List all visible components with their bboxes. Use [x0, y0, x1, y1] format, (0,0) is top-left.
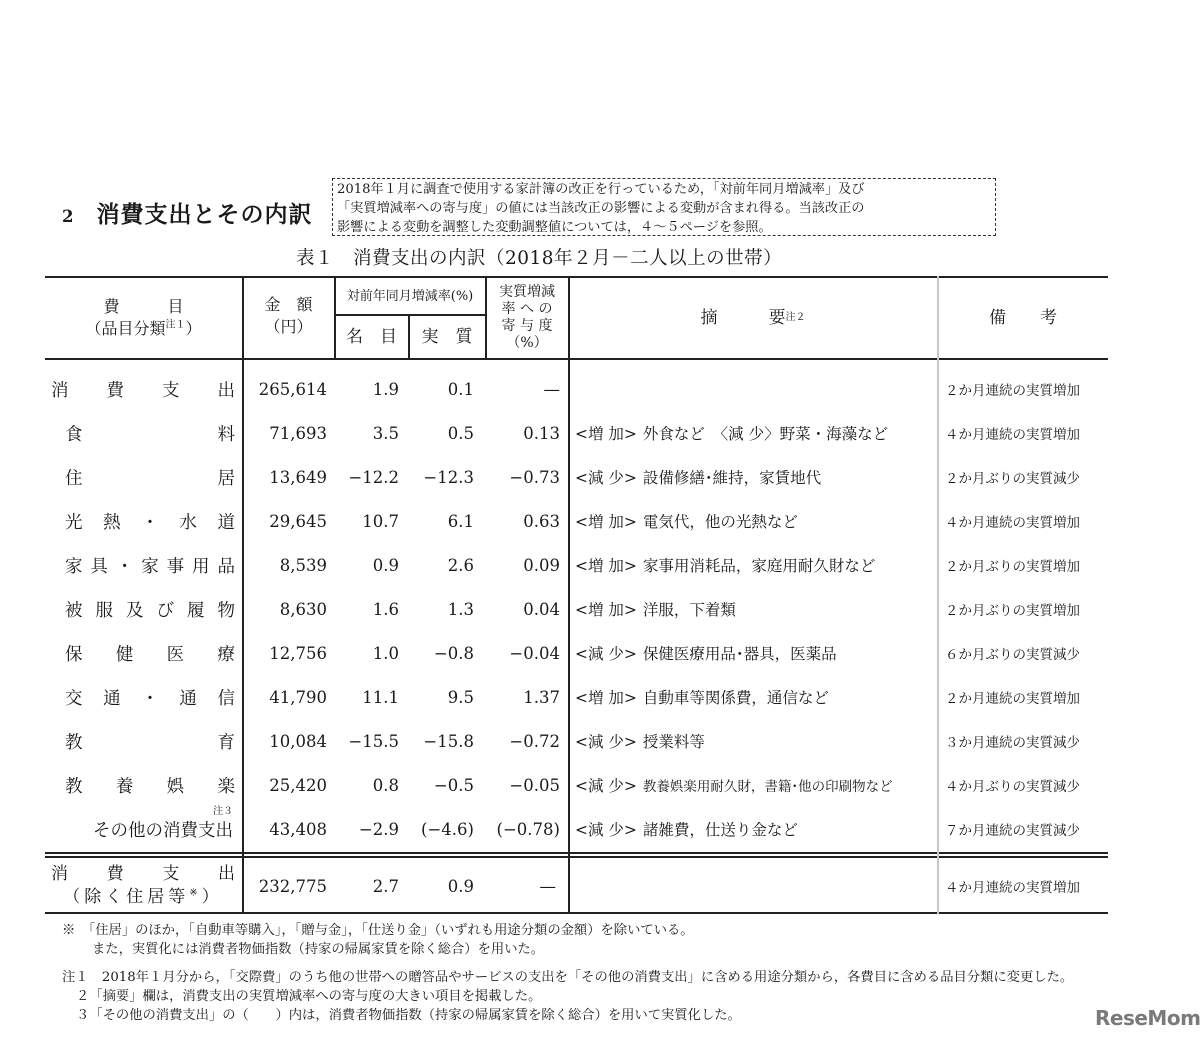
summary-text: 諸雑費，仕送り金など	[642, 821, 798, 839]
real-rate-cell: −15.8	[423, 731, 474, 751]
header-item-sub-text: （品目分類	[85, 319, 166, 338]
amount-cell: 8,539	[279, 555, 327, 575]
section-title	[62, 196, 312, 229]
remark-cell: ２か月連続の実質増加	[945, 691, 1080, 707]
contribution-cell: 0.04	[523, 599, 560, 619]
row-label-char: 出	[217, 864, 235, 884]
row-label-char: 用	[192, 556, 210, 577]
remark-cell: ７か月連続の実質減少	[945, 823, 1080, 839]
contribution-cell: 0.09	[523, 555, 560, 575]
row-label-char: 光	[65, 512, 83, 533]
header-nominal: 名 目	[346, 327, 397, 347]
row-label	[65, 588, 235, 630]
summary-text: 電気代，他の光熱など	[642, 513, 798, 531]
real-rate-cell: 2.6	[447, 555, 474, 575]
nominal-rate-cell: 10.7	[362, 511, 399, 531]
remark-cell: ３か月連続の実質減少	[945, 735, 1080, 751]
table-bottom-border	[45, 912, 1108, 914]
amount-cell: 71,693	[269, 423, 327, 443]
row-label-char: 通	[103, 688, 121, 709]
header-contribution	[486, 278, 568, 358]
col-divider-summary	[937, 276, 939, 914]
footnote-1: 注１ 2018年１月分から，「交際費」のうち他の世帯への贈答品やサービスの支出を「その他の消費支出」に含める用途分類から，各費目に含める品目分類に変更した。	[62, 970, 1074, 985]
header-contrib-line: （%）	[506, 335, 548, 351]
total-ex-housing-remark: ４か月連続の実質増加	[945, 880, 1080, 896]
nominal-rate-cell: −12.2	[348, 467, 399, 487]
row-label-char: 養	[115, 776, 134, 797]
amount-cell: 13,649	[269, 467, 327, 487]
total-ex-housing-contrib: —	[539, 876, 556, 896]
summary-text: 設備修繕･維持，家賃地代	[642, 469, 822, 487]
total-ex-housing-label-line2	[51, 886, 235, 909]
footnote-asterisk-cont: また，実質化には消費者物価指数（持家の帰属家賃を除く総合）を用いた。	[92, 942, 545, 957]
row-label-char: 消	[51, 864, 68, 884]
summary-cell	[575, 412, 935, 454]
summary-cell	[575, 544, 935, 586]
row-label-char: 療	[217, 644, 235, 665]
summary-text: 自動車等関係費，通信など	[642, 689, 829, 707]
header-item-sub	[85, 318, 201, 340]
header-remarks: 備 考	[989, 308, 1057, 328]
double-line-top	[45, 852, 1108, 854]
summary-cell	[575, 588, 935, 630]
real-rate-cell: 0.1	[447, 379, 474, 399]
summary-text: 外食など 〈減 少〉野菜・海藻など	[642, 425, 889, 443]
header-item-sub-close: ）	[185, 319, 202, 338]
row-label	[65, 632, 235, 674]
notice-line: 「実質増減率への寄与度」の値には当該改正の影響による変動が含まれ得る。当該改正の	[337, 201, 865, 216]
row-label: その他の消費支出 注３	[93, 806, 233, 841]
header-contrib-line: 寄 与 度	[501, 318, 553, 334]
total-ex-housing-label-line1	[51, 863, 235, 886]
contribution-cell: 0.13	[523, 423, 560, 443]
contribution-cell: −0.04	[509, 643, 560, 663]
row-label-char: ・	[141, 512, 159, 533]
amount-cell: 8,630	[279, 599, 327, 619]
row-label-char: 品	[217, 556, 235, 577]
row-label-char: 支	[162, 864, 180, 884]
summary-cell	[575, 676, 935, 718]
nominal-rate-cell: 11.1	[362, 687, 399, 707]
row-label-char: 住	[65, 468, 83, 489]
contribution-cell: 1.37	[523, 687, 560, 707]
row-label-char: 物	[217, 600, 235, 621]
row-label	[51, 368, 235, 410]
remark-cell: ４か月ぶりの実質減少	[945, 779, 1080, 795]
row-label	[65, 544, 235, 586]
total-ex-housing-real: 0.9	[447, 876, 474, 896]
row-label	[65, 500, 235, 542]
row-label-char: 履	[187, 600, 205, 621]
row-label-char: 費	[106, 380, 124, 401]
summary-cell	[575, 368, 935, 410]
contribution-cell: −0.73	[509, 467, 560, 487]
header-real: 実 質	[421, 327, 473, 347]
real-rate-cell: 6.1	[447, 511, 474, 531]
row-label-char: 出	[217, 380, 235, 401]
header-summary-label: 摘 要	[700, 308, 786, 328]
nominal-rate-cell: 0.9	[372, 555, 399, 575]
header-summary: 摘 要 注２	[700, 308, 806, 328]
section-number: 2	[62, 207, 75, 226]
header-amount	[243, 278, 334, 358]
row-label-char: 料	[217, 424, 235, 445]
row-label-char: 教	[65, 776, 83, 797]
change-tag: <減 少>	[575, 821, 637, 839]
change-tag: <増 加>	[575, 689, 637, 707]
summary-text: 家事用消耗品，家庭用耐久財など	[642, 557, 876, 575]
real-rate-cell: (−4.6)	[421, 819, 474, 839]
table-caption: 表１ 消費支出の内訳（2018年２月－二人以上の世帯）	[296, 248, 783, 269]
amount-cell: 10,084	[269, 731, 327, 751]
change-tag: <減 少>	[575, 645, 637, 663]
row-label-char: 支	[162, 380, 180, 401]
row-label-char: 通	[179, 688, 197, 709]
real-rate-cell: −0.5	[433, 775, 474, 795]
row-label-char: 娯	[166, 776, 185, 797]
summary-cell	[575, 720, 935, 762]
row-label-char: 食	[65, 424, 83, 445]
nominal-rate-cell: −15.5	[348, 731, 399, 751]
real-rate-cell: −0.8	[433, 643, 474, 663]
real-rate-cell: 1.3	[447, 599, 474, 619]
consumption-expenditure-table	[45, 276, 1108, 916]
footnote-2: ２「摘要」欄は，消費支出の実質増減率への寄与度の大きい項目を掲載した。	[76, 989, 542, 1004]
row-label-char: 家	[65, 556, 83, 577]
note-1-marker: 注１	[165, 319, 186, 331]
row-label-char: 健	[115, 644, 134, 665]
row-label	[65, 676, 235, 718]
row-label	[65, 456, 235, 498]
row-label-char: び	[156, 600, 174, 621]
row-label-char: ・	[115, 556, 134, 577]
row-label-char: 費	[106, 864, 124, 884]
double-line-bottom	[45, 856, 1108, 858]
section-title-text: 消費支出とその内訳	[96, 202, 313, 228]
row-label-char: 熱	[103, 512, 121, 533]
row-label-char: 消	[51, 380, 69, 401]
amount-cell: 29,645	[269, 511, 327, 531]
row-label	[65, 764, 235, 806]
row-label-char: 具	[90, 556, 108, 577]
change-tag: <減 少>	[575, 469, 637, 487]
summary-text: 授業料等	[642, 733, 705, 751]
row-label-char: 居	[217, 468, 235, 489]
asterisk-marker: ※	[189, 887, 202, 899]
row-label-char: 水	[179, 512, 197, 533]
row-label-char: 家	[141, 556, 159, 577]
total-ex-housing-amount: 232,775	[258, 876, 327, 896]
footnote-3: ３「その他の消費支出」の（ ）内は，消費者物価指数（持家の帰属家賃を除く総合）を用いて実質化した。	[76, 1008, 741, 1023]
amount-cell: 41,790	[269, 687, 327, 707]
row-label-char: 信	[217, 688, 235, 709]
summary-cell	[575, 808, 935, 850]
remark-cell: ６か月ぶりの実質減少	[945, 647, 1080, 663]
header-amount-unit: （円）	[264, 317, 313, 336]
total-ex-housing-label	[51, 860, 235, 912]
row-label-char: 被	[65, 600, 83, 621]
header-contrib-line: 率 へ の	[501, 301, 553, 317]
row-label-char: 道	[217, 512, 235, 533]
ex-housing-close: ）	[201, 887, 223, 907]
nominal-rate-cell: 0.8	[372, 775, 399, 795]
total-ex-housing-nominal: 2.7	[372, 876, 399, 896]
row-label	[65, 720, 235, 762]
remark-cell: ２か月ぶりの実質増加	[945, 559, 1080, 575]
notice-line: 影響による変動を調整した変動調整値については，４～５ページを参照。	[337, 220, 772, 235]
real-rate-cell: −12.3	[423, 467, 474, 487]
amount-cell: 25,420	[269, 775, 327, 795]
summary-text: 洋服，下着類	[642, 601, 736, 619]
nominal-rate-cell: 1.0	[372, 643, 399, 663]
summary-text: 保健医療用品･器具，医薬品	[642, 645, 837, 663]
change-tag: <減 少>	[575, 733, 637, 751]
summary-cell	[575, 500, 935, 542]
revision-notice-box	[332, 178, 996, 236]
col-divider-contrib	[568, 276, 570, 914]
nominal-rate-cell: 1.9	[372, 379, 399, 399]
nominal-rate-cell: 1.6	[372, 599, 399, 619]
row-label-char: 医	[166, 644, 185, 665]
row-label-char: 事	[166, 556, 185, 577]
row-label-char: 楽	[217, 776, 235, 797]
contribution-cell: 0.63	[523, 511, 560, 531]
notice-line: 2018年１月に調査で使用する家計簿の改正を行っているため，「対前年同月増減率」及び	[337, 182, 865, 197]
header-bottom-border	[45, 358, 1108, 360]
real-rate-cell: 9.5	[447, 687, 474, 707]
footnote-asterisk: ※ 「住居」のほか，「自動車等購入」，「贈与金」，「仕送り金」（いずれも用途分類の金額）を除いている。	[62, 923, 694, 938]
change-tag: <減 少>	[575, 777, 637, 795]
change-tag: <増 加>	[575, 425, 637, 443]
summary-cell	[575, 764, 935, 806]
row-label-char: 育	[217, 732, 235, 753]
contribution-cell: (−0.78)	[496, 819, 560, 839]
amount-cell: 43,408	[269, 819, 327, 839]
contribution-cell: −0.05	[509, 775, 560, 795]
summary-text: 教養娯楽用耐久財，書籍･他の印刷物など	[642, 779, 893, 795]
resemom-logo: ReseMom	[1095, 1006, 1200, 1030]
contribution-cell: −0.72	[509, 731, 560, 751]
nominal-rate-cell: −2.9	[358, 819, 399, 839]
change-tag: <増 加>	[575, 557, 637, 575]
row-label-char: 及	[126, 600, 144, 621]
row-label-char: 服	[95, 600, 113, 621]
real-rate-cell: 0.5	[447, 423, 474, 443]
amount-cell: 265,614	[258, 379, 327, 399]
header-contrib-line: 実質増減	[499, 284, 555, 300]
header-item	[45, 278, 242, 358]
amount-cell: 12,756	[269, 643, 327, 663]
remark-cell: ２か月連続の実質増加	[945, 383, 1080, 399]
row-label-char: 教	[65, 732, 83, 753]
header-amount-label: 金 額	[264, 295, 313, 314]
footnotes	[62, 921, 1073, 1025]
summary-cell	[575, 632, 935, 674]
row-label-char: その他の消費支出	[93, 820, 233, 841]
remark-cell: ４か月連続の実質増加	[945, 515, 1080, 531]
contribution-cell: —	[543, 379, 560, 399]
remark-cell: ２か月ぶりの実質減少	[945, 471, 1080, 487]
header-item-label: 費 目	[103, 297, 184, 316]
summary-cell	[575, 456, 935, 498]
ex-housing-text: （除く住居等	[63, 887, 190, 907]
row-label-char: ・	[141, 688, 159, 709]
remark-cell: ４か月連続の実質増加	[945, 427, 1080, 443]
change-tag: <増 加>	[575, 513, 637, 531]
change-tag: <増 加>	[575, 601, 637, 619]
row-label-char: 交	[65, 688, 83, 709]
row-label-char: 保	[65, 644, 83, 665]
remark-cell: ２か月ぶりの実質増加	[945, 603, 1080, 619]
nominal-rate-cell: 3.5	[372, 423, 399, 443]
row-label	[65, 412, 235, 454]
header-yoy-group: 対前年同月増減率(%)	[346, 288, 474, 304]
